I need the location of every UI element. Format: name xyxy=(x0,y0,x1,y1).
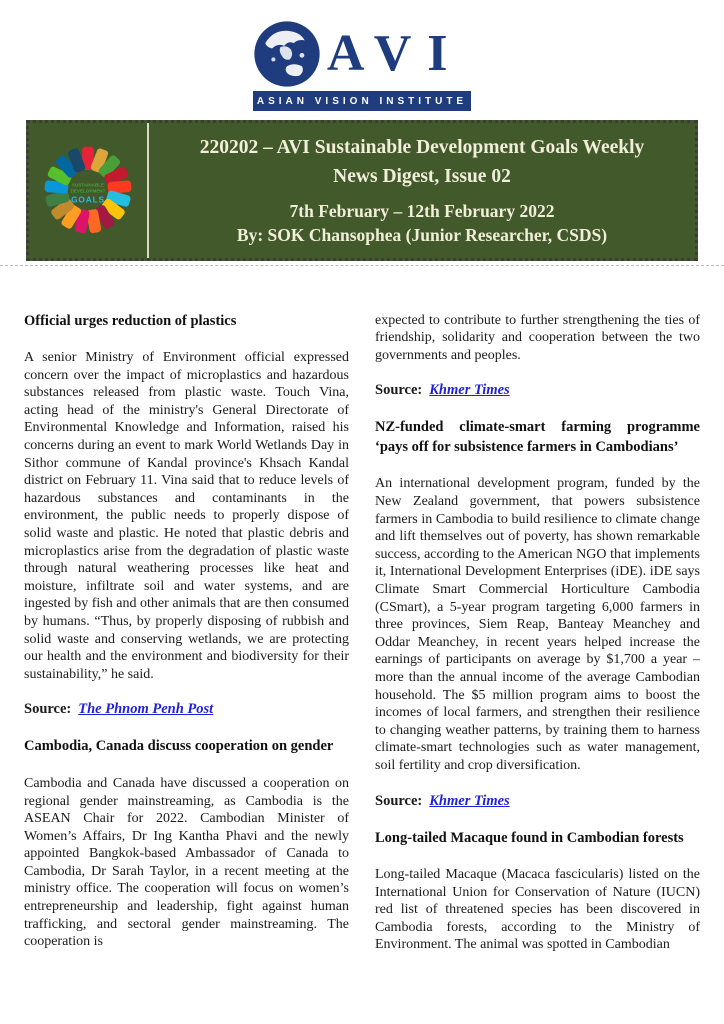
article-body: Cambodia and Canada have discussed a cooperation on regional gender mainstreaming, as Cambodia is the ASEAN Chair for 2022. Cambodian Minister of Women’s Affairs, Dr Ing Kantha Phavi and the newly appointed Bangkok-based Ambassador of Canada to Cambodia, Dr Sarah Taylor, in a recent meeting at the ministry office. The cooperation will focus on women’s entrepreneurship and leadership, fight against human trafficking, and sectoral gender mainstreaming. The cooperation is xyxy=(24,775,349,950)
source-link-phnom-penh-post[interactable]: The Phnom Penh Post xyxy=(78,701,214,718)
sdg-wheel-icon xyxy=(38,140,138,240)
banner-text xyxy=(149,123,695,258)
svg-text:SUSTAINABLE: SUSTAINABLE xyxy=(71,182,105,188)
article-body: An international development program, funded by the New Zealand government, that powers subsistence farmers in Cambodia to build resilience to climate change and lift themselves out of poverty, has shown remarkable success, according to the American NGO that implements it, International Development Enterprises (iDE). iDE says Climate Smart Commercial Horticulture Cambodia (CSmart), a 5-year program targeting 6,000 farmers in three provinces, Siem Reap, Banteay Meanchey and Oddar Meanchey, in recent years helped increase the earnings of participants on average by $1,700 a year – more than the annual income of the average Cambodian household. The $5 million program aims to boost the incomes of local farmers, and strengthen their resilience to changing weather patterns, by training them to harness climate-smart technologies such as water management, soil fertility and crop diversification. xyxy=(375,476,700,773)
source-link-khmer-times[interactable]: Khmer Times xyxy=(429,792,510,809)
issue-byline: By: SOK Chansophea (Junior Researcher, CSDS) xyxy=(236,225,608,245)
sdg-logo-cell xyxy=(29,123,149,258)
article-climate-smart-farming xyxy=(375,418,700,809)
article-body: Long-tailed Macaque (Macaca fascicularis) listed on the International Union for Conservation of Nature (IUCN) red list of threatened species has been discovered in Cambodia forests, according to the Ministry of Environment. The animal was spotted in Cambodian xyxy=(375,867,700,953)
article-heading: Cambodia, Canada discuss cooperation on gender xyxy=(24,738,334,755)
source-line xyxy=(24,701,349,718)
svg-text:DEVELOPMENT: DEVELOPMENT xyxy=(70,188,106,194)
svg-text:GOALS: GOALS xyxy=(71,194,105,205)
article-plastics xyxy=(24,312,349,719)
left-column xyxy=(24,312,349,973)
source-label: Source: xyxy=(375,382,423,399)
article-gender-cooperation xyxy=(24,737,349,951)
article-heading: Long-tailed Macaque found in Cambodian forests xyxy=(375,829,684,846)
source-line xyxy=(375,382,700,399)
issue-banner xyxy=(26,120,698,261)
globe-icon xyxy=(253,20,321,88)
issue-title-line1: 220202 – AVI Sustainable Development Goals Weekly xyxy=(199,137,645,158)
source-label: Source: xyxy=(375,792,423,809)
article-body: expected to contribute to further strengthening the ties of friendship, solidarity and cooperation between the two governments and peoples. xyxy=(375,312,700,363)
article-heading: NZ-funded climate-smart farming programme ‘pays off for subsistence farmers in Cambodians’ xyxy=(375,419,700,455)
article-gender-cooperation-continued xyxy=(375,312,700,400)
logo-subtitle: ASIAN VISION INSTITUTE xyxy=(253,91,471,111)
issue-title-line2: News Digest, Issue 02 xyxy=(333,166,511,188)
source-line xyxy=(375,793,700,810)
article-macaque xyxy=(375,829,700,955)
right-column xyxy=(375,312,700,973)
article-columns xyxy=(0,266,724,1003)
article-body: A senior Ministry of Environment official expressed concern over the impact of microplastics and hazardous substances released from plastic waste. Touch Vina, acting head of the ministry's General Directorate of Environmental Knowledge and Information, raised his concerns during an event to mark World Wetlands Day in Sithor commune of Kandal province's Khsach Kandal district on February 11. Vina said that to reduce levels of hazardous substances and contaminants in the environment, the public needs to properly dispose of solid waste and plastic. He noted that plastic debris and microplastics arise from the degradation of plastic waste through natural weathering processes like heat and moisture, infiltrate soil and water systems, and are ingested by fish and other animals that are then consumed by humans. “Thus, by properly disposing of rubbish and solid waste and conserving wetlands, we are protecting our health and the environment and biodiversity for their sustainability,” he said. xyxy=(24,350,349,682)
avi-logo xyxy=(0,0,724,111)
logo-word: AVI xyxy=(326,25,464,82)
issue-date-range: 7th February – 12th February 2022 xyxy=(289,200,555,221)
article-heading: Official urges reduction of plastics xyxy=(24,312,237,329)
source-label: Source: xyxy=(24,701,72,718)
issue-title xyxy=(161,133,683,192)
source-link-khmer-times[interactable]: Khmer Times xyxy=(429,382,510,399)
